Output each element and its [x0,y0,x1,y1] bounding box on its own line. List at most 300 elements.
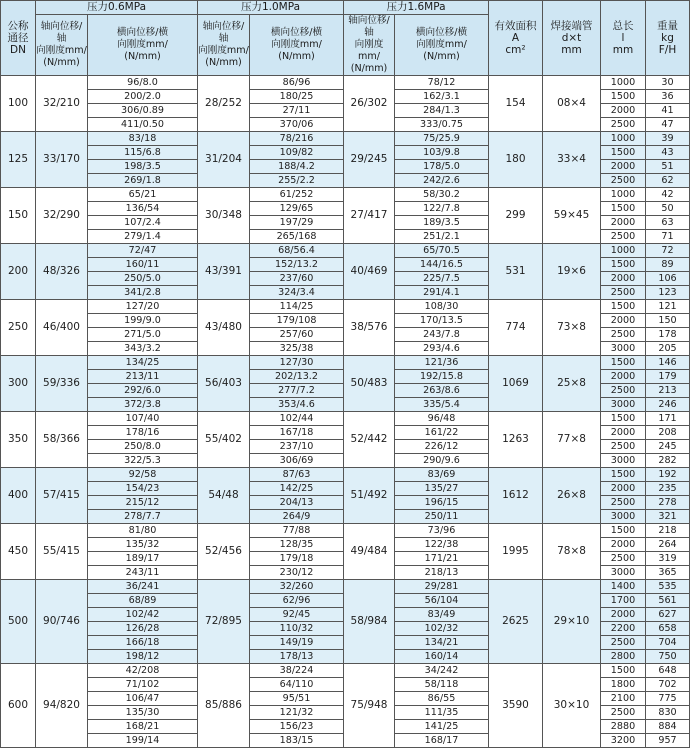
header-pressure-16: 压力1.6MPa [344,1,489,15]
cell-lateral-10: 306/69 [250,454,344,468]
cell-weight: 750 [646,650,690,664]
cell-axial-16: 58/984 [344,580,395,664]
header-pressure-10: 压力1.0MPa [198,1,344,15]
cell-length: 2500 [601,230,646,244]
cell-length: 3200 [601,734,646,748]
cell-lateral-10: 178/13 [250,650,344,664]
cell-axial-06: 32/290 [36,188,88,244]
cell-length: 2500 [601,174,646,188]
cell-dn: 300 [1,356,36,412]
cell-area: 774 [489,300,543,356]
cell-weight: 179 [646,370,690,384]
table-row [1,300,690,314]
cell-lateral-16: 83/69 [395,468,489,482]
cell-axial-10: 31/204 [198,132,250,188]
cell-pipe: 59×45 [543,188,601,244]
cell-lateral-06: 279/1.4 [88,230,198,244]
cell-weight: 121 [646,300,690,314]
table-row [1,524,690,538]
dn-group [1,468,690,524]
cell-lateral-06: 189/17 [88,552,198,566]
cell-weight: 62 [646,174,690,188]
cell-lateral-10: 370/06 [250,118,344,132]
cell-dn: 100 [1,76,36,132]
cell-length: 2000 [601,272,646,286]
cell-lateral-10: 257/60 [250,328,344,342]
cell-length: 2500 [601,440,646,454]
cell-weight: 278 [646,496,690,510]
cell-length: 1500 [601,300,646,314]
cell-lateral-06: 372/3.8 [88,398,198,412]
cell-lateral-06: 92/58 [88,468,198,482]
cell-pipe: 26×8 [543,468,601,524]
table-row [1,468,690,482]
cell-weight: 218 [646,524,690,538]
cell-pipe: 29×10 [543,580,601,664]
cell-lateral-16: 144/16.5 [395,258,489,272]
cell-axial-06: 90/746 [36,580,88,664]
header-axial-06: 轴向位移/轴 向刚度mm/ (N/mm) [36,15,88,76]
cell-weight: 627 [646,608,690,622]
cell-length: 2000 [601,216,646,230]
cell-lateral-10: 167/18 [250,426,344,440]
cell-lateral-16: 111/35 [395,706,489,720]
cell-lateral-10: 353/4.6 [250,398,344,412]
cell-lateral-06: 199/9.0 [88,314,198,328]
cell-axial-10: 54/48 [198,468,250,524]
cell-lateral-16: 86/55 [395,692,489,706]
cell-weight: 150 [646,314,690,328]
cell-weight: 47 [646,118,690,132]
cell-length: 3000 [601,510,646,524]
cell-length: 2000 [601,538,646,552]
cell-axial-16: 26/302 [344,76,395,132]
cell-area: 180 [489,132,543,188]
cell-lateral-16: 75/25.9 [395,132,489,146]
dn-group [1,76,690,132]
cell-lateral-06: 322/5.3 [88,454,198,468]
cell-axial-10: 52/456 [198,524,250,580]
cell-lateral-16: 108/30 [395,300,489,314]
cell-dn: 600 [1,664,36,748]
cell-dn: 250 [1,300,36,356]
cell-lateral-10: 265/168 [250,230,344,244]
cell-weight: 208 [646,426,690,440]
cell-lateral-16: 290/9.6 [395,454,489,468]
cell-lateral-06: 115/6.8 [88,146,198,160]
header-weight: 重量 kg F/H [646,1,690,76]
cell-axial-16: 38/576 [344,300,395,356]
cell-lateral-06: 154/23 [88,482,198,496]
cell-axial-10: 28/252 [198,76,250,132]
cell-length: 1500 [601,202,646,216]
cell-lateral-16: 73/96 [395,524,489,538]
cell-lateral-16: 192/15.8 [395,370,489,384]
cell-lateral-10: 61/252 [250,188,344,202]
cell-lateral-10: 325/38 [250,342,344,356]
cell-length: 3000 [601,398,646,412]
cell-lateral-16: 122/38 [395,538,489,552]
cell-area: 1612 [489,468,543,524]
cell-weight: 205 [646,342,690,356]
cell-lateral-06: 168/21 [88,720,198,734]
cell-lateral-06: 81/80 [88,524,198,538]
table-row [1,76,690,90]
cell-lateral-16: 83/49 [395,608,489,622]
cell-lateral-10: 64/110 [250,678,344,692]
cell-weight: 72 [646,244,690,258]
cell-weight: 648 [646,664,690,678]
cell-length: 1500 [601,468,646,482]
header-lateral-10: 横向位移/横 向刚度mm/ (N/mm) [250,15,344,76]
cell-dn: 450 [1,524,36,580]
cell-lateral-10: 114/25 [250,300,344,314]
cell-lateral-06: 65/21 [88,188,198,202]
cell-lateral-10: 180/25 [250,90,344,104]
cell-lateral-10: 78/216 [250,132,344,146]
cell-length: 2000 [601,426,646,440]
table-header [1,1,690,76]
cell-length: 2500 [601,636,646,650]
cell-lateral-16: 168/17 [395,734,489,748]
cell-lateral-16: 291/4.1 [395,286,489,300]
cell-pipe: 77×8 [543,412,601,468]
cell-length: 1400 [601,580,646,594]
header-length: 总长 l mm [601,1,646,76]
cell-lateral-06: 96/8.0 [88,76,198,90]
cell-axial-10: 43/480 [198,300,250,356]
cell-lateral-06: 107/2.4 [88,216,198,230]
cell-pipe: 78×8 [543,524,601,580]
cell-length: 2000 [601,314,646,328]
cell-weight: 192 [646,468,690,482]
cell-axial-10: 55/402 [198,412,250,468]
cell-weight: 246 [646,398,690,412]
cell-lateral-06: 107/40 [88,412,198,426]
cell-weight: 146 [646,356,690,370]
cell-lateral-10: 188/4.2 [250,160,344,174]
cell-lateral-16: 250/11 [395,510,489,524]
cell-lateral-06: 243/11 [88,566,198,580]
cell-weight: 235 [646,482,690,496]
cell-lateral-06: 199/14 [88,734,198,748]
cell-length: 1000 [601,76,646,90]
cell-lateral-10: 128/35 [250,538,344,552]
cell-dn: 350 [1,412,36,468]
cell-length: 3000 [601,566,646,580]
cell-lateral-10: 102/44 [250,412,344,426]
cell-weight: 535 [646,580,690,594]
cell-lateral-10: 95/51 [250,692,344,706]
cell-lateral-06: 126/28 [88,622,198,636]
cell-dn: 150 [1,188,36,244]
cell-lateral-16: 226/12 [395,440,489,454]
cell-axial-06: 46/400 [36,300,88,356]
cell-dn: 200 [1,244,36,300]
cell-length: 1500 [601,524,646,538]
cell-lateral-16: 171/21 [395,552,489,566]
cell-weight: 50 [646,202,690,216]
cell-pipe: 25×8 [543,356,601,412]
cell-lateral-16: 58/30.2 [395,188,489,202]
cell-lateral-16: 333/0.75 [395,118,489,132]
cell-length: 1500 [601,664,646,678]
cell-length: 2500 [601,286,646,300]
cell-lateral-10: 183/15 [250,734,344,748]
cell-lateral-06: 68/89 [88,594,198,608]
cell-lateral-16: 102/32 [395,622,489,636]
cell-area: 299 [489,188,543,244]
cell-lateral-10: 230/12 [250,566,344,580]
cell-lateral-10: 179/108 [250,314,344,328]
cell-axial-06: 94/820 [36,664,88,748]
cell-lateral-10: 87/63 [250,468,344,482]
cell-length: 2500 [601,118,646,132]
cell-length: 1700 [601,594,646,608]
cell-dn: 125 [1,132,36,188]
cell-pipe: 19×6 [543,244,601,300]
cell-lateral-06: 83/18 [88,132,198,146]
cell-weight: 704 [646,636,690,650]
cell-lateral-10: 264/9 [250,510,344,524]
cell-pipe: 33×4 [543,132,601,188]
cell-lateral-16: 122/7.8 [395,202,489,216]
cell-weight: 245 [646,440,690,454]
cell-area: 1263 [489,412,543,468]
cell-lateral-16: 141/25 [395,720,489,734]
cell-lateral-10: 92/45 [250,608,344,622]
table-row [1,412,690,426]
cell-axial-10: 56/403 [198,356,250,412]
cell-lateral-06: 343/3.2 [88,342,198,356]
cell-lateral-10: 237/60 [250,272,344,286]
cell-weight: 43 [646,146,690,160]
cell-lateral-16: 58/118 [395,678,489,692]
cell-weight: 884 [646,720,690,734]
header-lateral-06: 横向位移/横 向刚度mm/ (N/mm) [88,15,198,76]
table-row [1,580,690,594]
cell-lateral-16: 178/5.0 [395,160,489,174]
cell-lateral-06: 198/3.5 [88,160,198,174]
cell-length: 1500 [601,258,646,272]
cell-length: 2100 [601,692,646,706]
cell-dn: 500 [1,580,36,664]
cell-length: 2880 [601,720,646,734]
cell-weight: 171 [646,412,690,426]
dn-group [1,132,690,188]
cell-lateral-06: 135/32 [88,538,198,552]
header-dn: 公称 通径 DN [1,1,36,76]
cell-lateral-10: 27/11 [250,104,344,118]
cell-length: 1000 [601,132,646,146]
header-pipe: 焊接端管 d×t mm [543,1,601,76]
cell-lateral-10: 38/224 [250,664,344,678]
cell-lateral-06: 271/5.0 [88,328,198,342]
cell-weight: 178 [646,328,690,342]
cell-length: 1500 [601,90,646,104]
cell-axial-16: 75/948 [344,664,395,748]
cell-lateral-06: 160/11 [88,258,198,272]
cell-axial-16: 40/469 [344,244,395,300]
cell-weight: 365 [646,566,690,580]
cell-lateral-10: 179/18 [250,552,344,566]
cell-lateral-06: 341/2.8 [88,286,198,300]
dn-group [1,412,690,468]
cell-length: 1500 [601,146,646,160]
cell-weight: 39 [646,132,690,146]
cell-lateral-06: 166/18 [88,636,198,650]
cell-lateral-06: 411/0.50 [88,118,198,132]
cell-lateral-06: 42/208 [88,664,198,678]
cell-lateral-06: 106/47 [88,692,198,706]
dn-group [1,356,690,412]
cell-lateral-06: 71/102 [88,678,198,692]
cell-weight: 36 [646,90,690,104]
cell-lateral-06: 127/20 [88,300,198,314]
cell-lateral-16: 243/7.8 [395,328,489,342]
cell-axial-16: 29/245 [344,132,395,188]
cell-lateral-06: 292/6.0 [88,384,198,398]
cell-lateral-10: 324/3.4 [250,286,344,300]
cell-dn: 400 [1,468,36,524]
cell-lateral-10: 68/56.4 [250,244,344,258]
cell-length: 1000 [601,188,646,202]
header-area: 有效面积 A cm² [489,1,543,76]
cell-weight: 830 [646,706,690,720]
cell-lateral-10: 197/29 [250,216,344,230]
cell-area: 154 [489,76,543,132]
table-row [1,664,690,678]
cell-axial-06: 33/170 [36,132,88,188]
cell-lateral-16: 160/14 [395,650,489,664]
cell-weight: 658 [646,622,690,636]
cell-length: 2500 [601,328,646,342]
cell-lateral-06: 278/7.7 [88,510,198,524]
dn-group [1,524,690,580]
cell-lateral-10: 129/65 [250,202,344,216]
cell-lateral-16: 335/5.4 [395,398,489,412]
cell-area: 2625 [489,580,543,664]
cell-lateral-16: 29/281 [395,580,489,594]
cell-lateral-10: 149/19 [250,636,344,650]
cell-length: 2200 [601,622,646,636]
cell-weight: 63 [646,216,690,230]
cell-lateral-16: 121/36 [395,356,489,370]
header-lateral-16: 横向位移/横 向刚度mm/ (N/mm) [395,15,489,76]
cell-weight: 702 [646,678,690,692]
cell-axial-10: 85/886 [198,664,250,748]
cell-weight: 213 [646,384,690,398]
cell-lateral-10: 62/96 [250,594,344,608]
cell-lateral-10: 109/82 [250,146,344,160]
cell-lateral-16: 263/8.6 [395,384,489,398]
cell-lateral-16: 78/12 [395,76,489,90]
cell-lateral-16: 170/13.5 [395,314,489,328]
cell-weight: 282 [646,454,690,468]
cell-area: 1995 [489,524,543,580]
cell-length: 2500 [601,384,646,398]
cell-lateral-10: 121/32 [250,706,344,720]
table-row [1,132,690,146]
cell-lateral-10: 237/10 [250,440,344,454]
cell-axial-16: 49/484 [344,524,395,580]
table-row [1,244,690,258]
cell-weight: 30 [646,76,690,90]
cell-lateral-10: 127/30 [250,356,344,370]
cell-axial-06: 59/336 [36,356,88,412]
cell-area: 1069 [489,356,543,412]
cell-lateral-16: 96/48 [395,412,489,426]
cell-length: 2800 [601,650,646,664]
table-row [1,188,690,202]
dn-group [1,580,690,664]
cell-length: 2000 [601,608,646,622]
cell-length: 3000 [601,342,646,356]
cell-length: 2500 [601,706,646,720]
cell-lateral-10: 202/13.2 [250,370,344,384]
cell-weight: 71 [646,230,690,244]
table-row [1,356,690,370]
cell-lateral-16: 65/70.5 [395,244,489,258]
cell-weight: 321 [646,510,690,524]
cell-length: 3000 [601,454,646,468]
cell-area: 3590 [489,664,543,748]
cell-axial-06: 48/326 [36,244,88,300]
dn-group [1,244,690,300]
cell-axial-06: 57/415 [36,468,88,524]
dn-group [1,300,690,356]
cell-axial-16: 51/492 [344,468,395,524]
cell-lateral-16: 251/2.1 [395,230,489,244]
cell-weight: 42 [646,188,690,202]
cell-pipe: 30×10 [543,664,601,748]
cell-lateral-10: 156/23 [250,720,344,734]
cell-axial-06: 32/210 [36,76,88,132]
header-axial-16: 轴向位移/轴 向刚度mm/ (N/mm) [344,15,395,76]
cell-axial-10: 30/348 [198,188,250,244]
cell-length: 1800 [601,678,646,692]
cell-lateral-10: 204/13 [250,496,344,510]
cell-lateral-16: 34/242 [395,664,489,678]
cell-lateral-16: 293/4.6 [395,342,489,356]
cell-lateral-16: 218/13 [395,566,489,580]
cell-lateral-06: 250/8.0 [88,440,198,454]
cell-axial-06: 58/366 [36,412,88,468]
cell-lateral-10: 142/25 [250,482,344,496]
cell-lateral-06: 135/30 [88,706,198,720]
header-axial-10: 轴向位移/轴 向刚度mm/ (N/mm) [198,15,250,76]
cell-weight: 957 [646,734,690,748]
cell-lateral-10: 277/7.2 [250,384,344,398]
cell-lateral-16: 284/1.3 [395,104,489,118]
cell-length: 2500 [601,496,646,510]
cell-axial-06: 55/415 [36,524,88,580]
cell-lateral-16: 134/21 [395,636,489,650]
cell-length: 1000 [601,244,646,258]
cell-weight: 89 [646,258,690,272]
header-pressure-06: 压力0.6MPa [36,1,198,15]
cell-lateral-10: 86/96 [250,76,344,90]
cell-lateral-06: 36/241 [88,580,198,594]
cell-lateral-06: 136/54 [88,202,198,216]
cell-weight: 319 [646,552,690,566]
cell-weight: 561 [646,594,690,608]
cell-length: 2000 [601,104,646,118]
cell-lateral-06: 250/5.0 [88,272,198,286]
cell-lateral-10: 32/260 [250,580,344,594]
cell-lateral-06: 102/42 [88,608,198,622]
cell-lateral-10: 152/13.2 [250,258,344,272]
